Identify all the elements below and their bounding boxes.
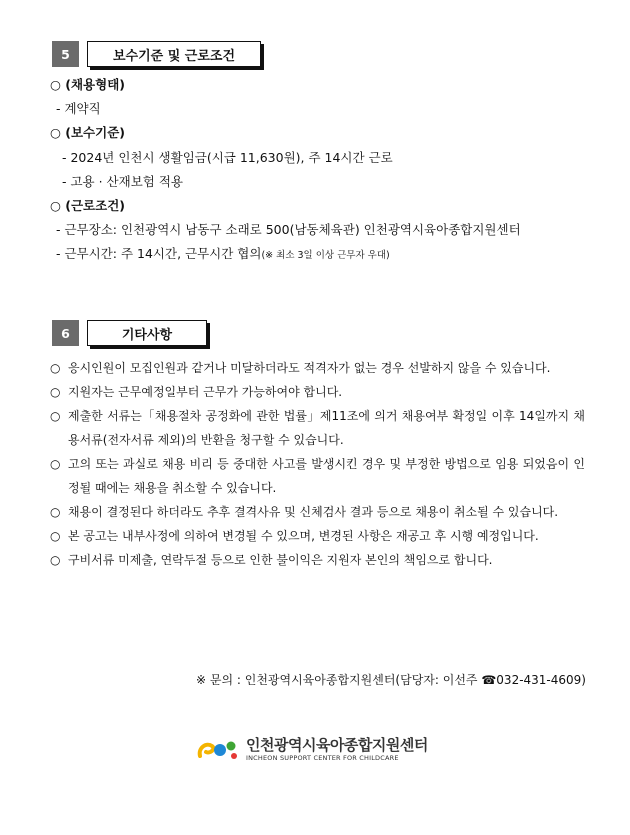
list-item [50, 524, 585, 548]
list-item [50, 452, 585, 500]
list-item-text: 채용이 결정된다 하더라도 추후 결격사유 및 신체검사 결과 등으로 채용이 취소될 수 있습니다. [68, 505, 559, 519]
list-item: - 근무장소: 인천광역시 남동구 소래로 500(남동체육관) 인천광역시육아종합지원센터 [56, 222, 521, 237]
section-title: 기타사항 [87, 320, 207, 346]
phone-number: 032-431-4609) [496, 673, 586, 687]
contact-text: ※ 문의 : 인천광역시육아종합지원센터(담당자: 이선주 [196, 673, 478, 687]
list-item-text: 지원자는 근무예정일부터 근무가 가능하여야 합니다. [68, 385, 343, 399]
list-item-text: 응시인원이 모집인원과 같거나 미달하더라도 적격자가 없는 경우 선발하지 않을 수 있습니다. [68, 361, 551, 375]
working-hours-text: - 근무시간: 주 14시간, 근무시간 협의 [56, 246, 262, 261]
list-item-text: 구비서류 미제출, 연락두절 등으로 인한 불이익은 지원자 본인의 책임으로 합니다. [68, 553, 493, 567]
logo-subtitle: INCHEON SUPPORT CENTER FOR CHILDCARE [246, 753, 399, 762]
list-item [50, 548, 585, 572]
group-heading-working-conditions: ○ (근로조건) [50, 198, 125, 213]
list-item: - 2024년 인천시 생활임금(시급 11,630원), 주 14시간 근로 [62, 150, 393, 165]
center-logo [196, 736, 428, 762]
section-number: 6 [52, 320, 79, 346]
list-item: - 고용 · 산재보험 적용 [62, 174, 183, 189]
list-item [50, 380, 585, 404]
list-item [50, 404, 585, 452]
circle-bullet: ○ [50, 529, 61, 543]
circle-bullet: ○ [50, 505, 61, 519]
circle-bullet: ○ [50, 553, 61, 567]
list-item [56, 246, 390, 264]
group-heading-pay-standard: ○ (보수기준) [50, 125, 125, 140]
group-heading-employment-type: ○ (채용형태) [50, 77, 125, 92]
other-notes-list [50, 356, 585, 572]
logo-name: 인천광역시육아종합지원센터 [246, 735, 428, 754]
circle-bullet: ○ [50, 361, 61, 375]
list-item [50, 356, 585, 380]
section-5-header [52, 41, 261, 67]
list-item-text: 고의 또는 과실로 채용 비리 등 중대한 사고를 발생시킨 경우 및 부정한 방법으로 임용 되었음이 인정될 때에는 채용을 취소할 수 있습니다. [68, 457, 585, 495]
circle-bullet: ○ [50, 409, 61, 423]
list-item [50, 500, 585, 524]
section-title: 보수기준 및 근로조건 [87, 41, 261, 67]
circle-bullet: ○ [50, 385, 61, 399]
list-item-text: 본 공고는 내부사정에 의하여 변경될 수 있으며, 변경된 사항은 재공고 후 시행 예정입니다. [68, 529, 539, 543]
working-hours-note: (※ 최소 3일 이상 근무자 우대) [261, 250, 390, 261]
contact-info [196, 671, 586, 688]
section-number: 5 [52, 41, 79, 67]
logo-mark-icon [196, 736, 240, 762]
section-6-header [52, 320, 207, 346]
logo-text [246, 737, 428, 762]
circle-bullet: ○ [50, 457, 61, 471]
list-item-text: 제출한 서류는「채용절차 공정화에 관한 법률」제11조에 의거 채용여부 확정일 이후 14일까지 채용서류(전자서류 제외)의 반환을 청구할 수 있습니다. [68, 409, 585, 447]
list-item: - 계약직 [56, 101, 101, 116]
phone-icon: ☎ [481, 673, 497, 687]
